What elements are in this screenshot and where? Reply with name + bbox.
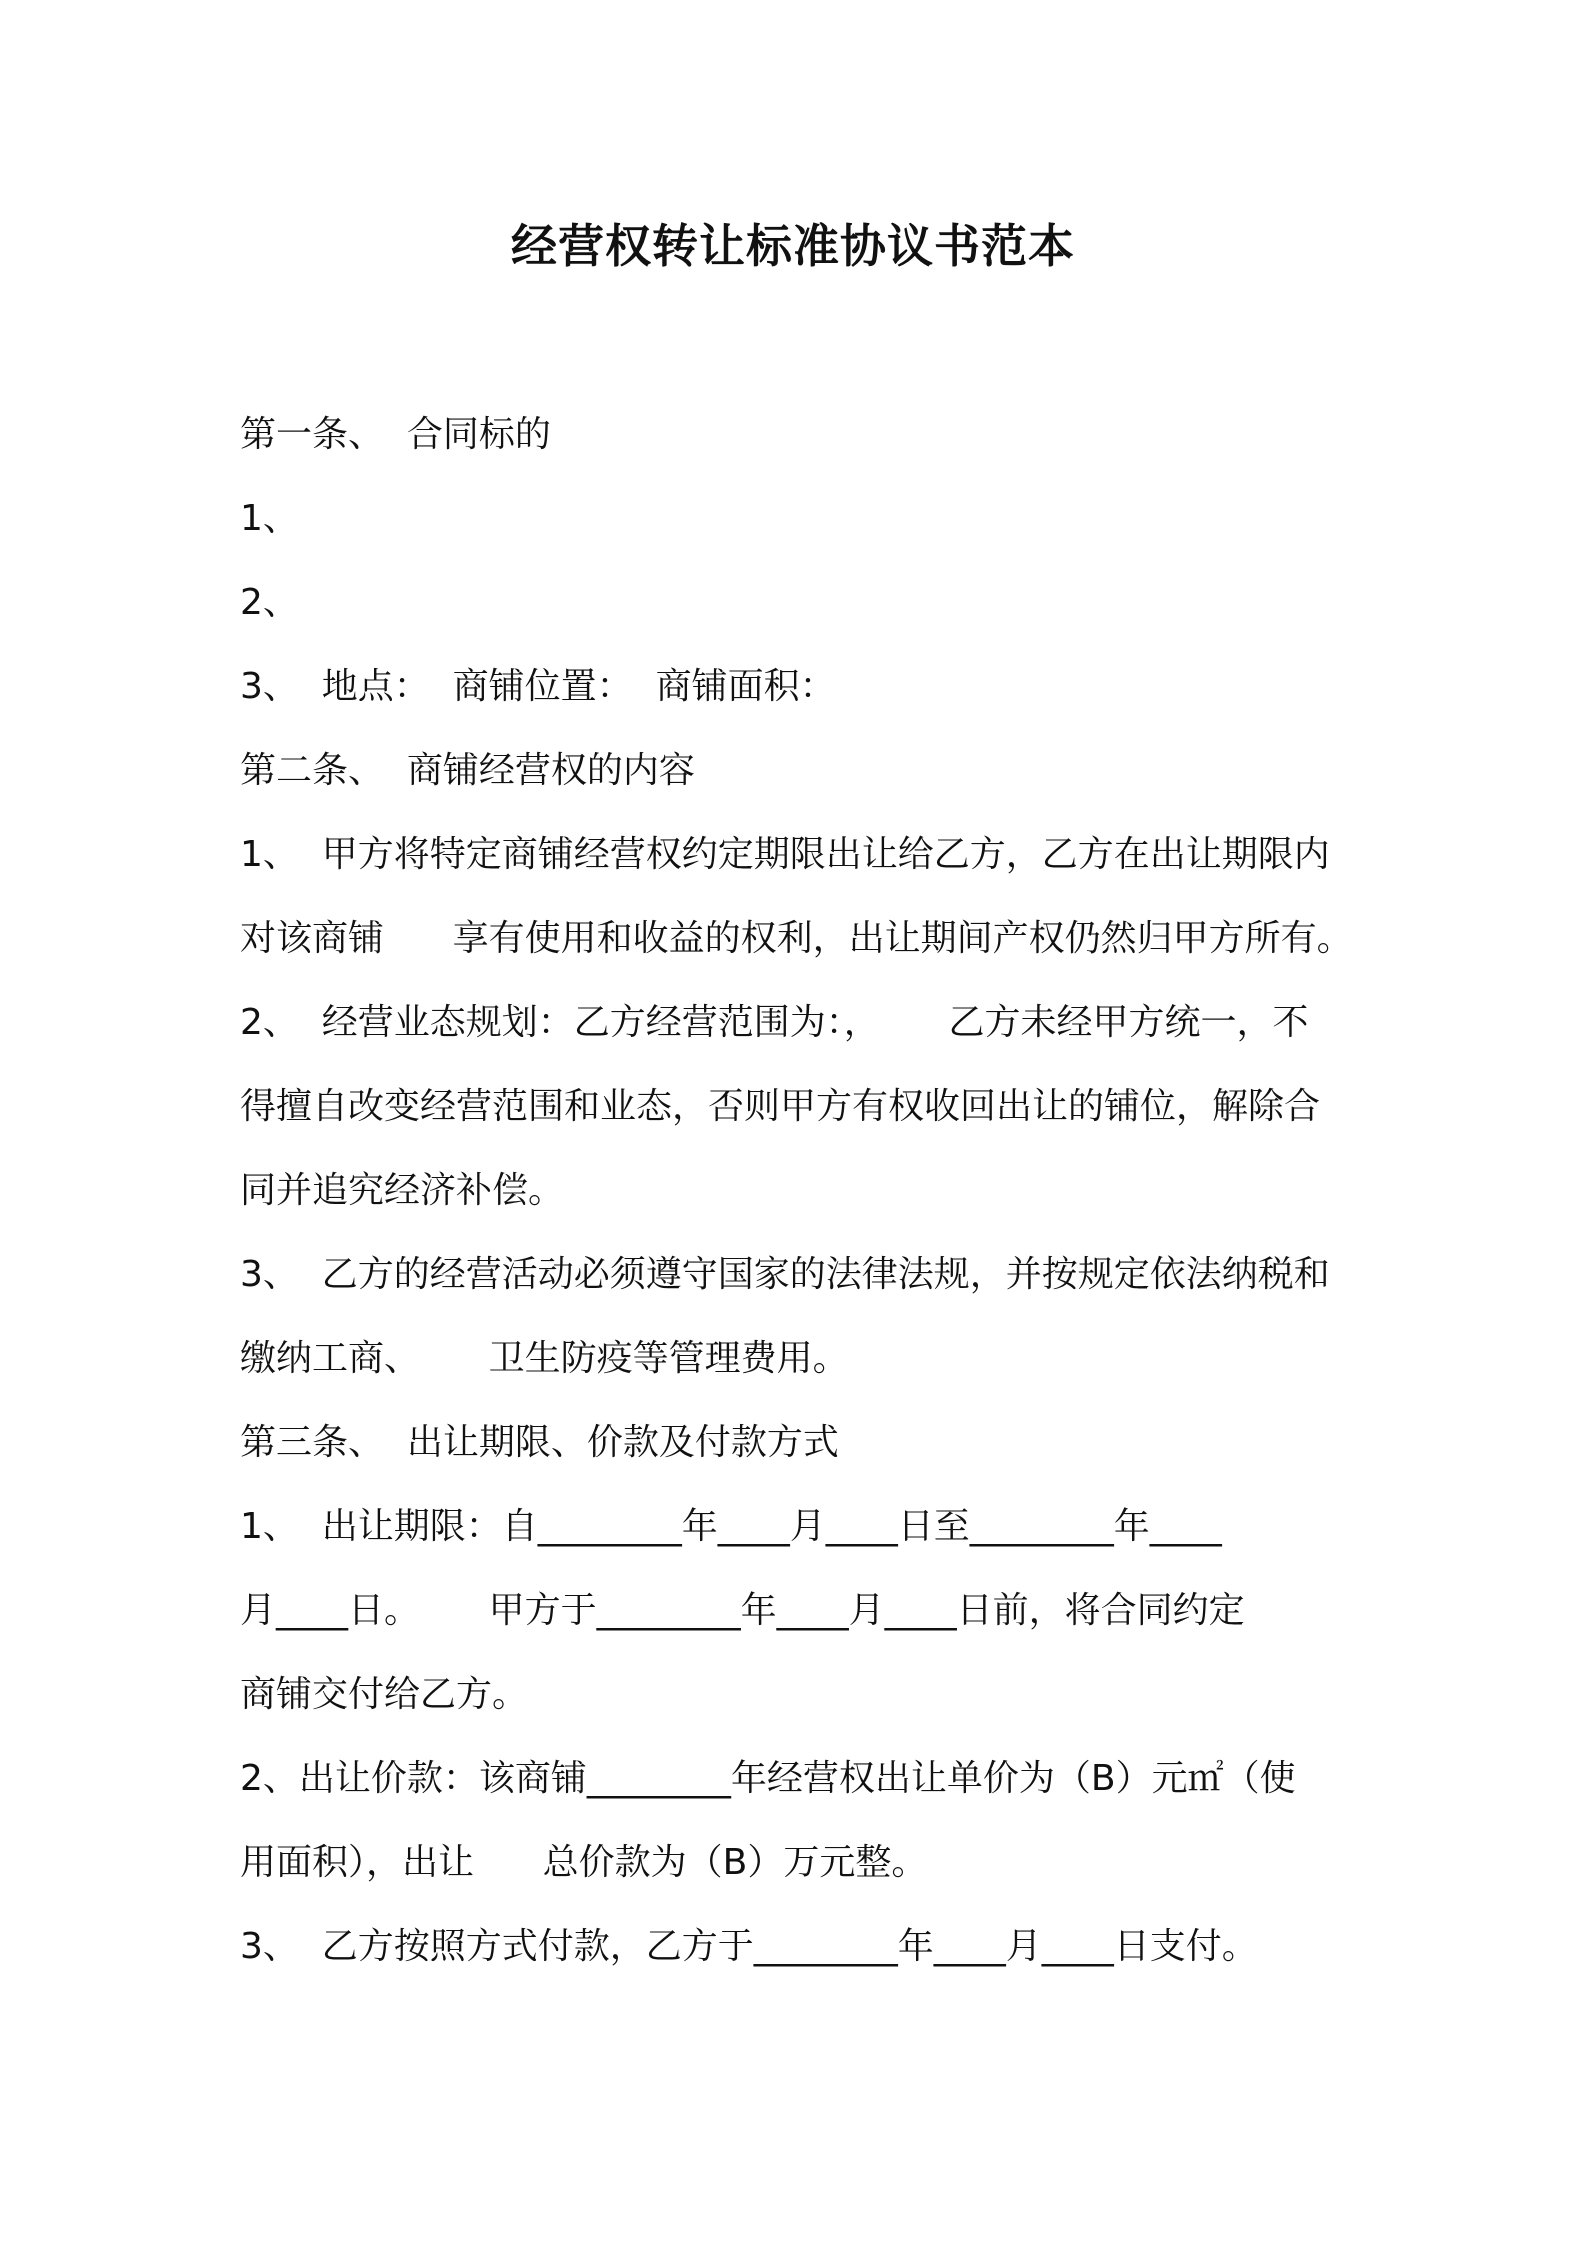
document-title: 经营权转让标准协议书范本 [511, 219, 1075, 273]
article-1-item-1: 1、 [240, 498, 299, 539]
article-2-item-1-line-1: 1、 甲方将特定商铺经营权约定期限出让给乙方，乙方在出让期限内 [240, 834, 1330, 875]
article-2-item-3-line-1: 3、 乙方的经营活动必须遵守国家的法律法规，并按规定依法纳税和 [240, 1254, 1330, 1295]
article-1-heading: 第一条、 合同标的 [240, 414, 551, 455]
article-3-item-1-line-1: 1、 出让期限：自________年____月____日至________年____ [240, 1506, 1222, 1547]
article-3-item-1-line-3: 商铺交付给乙方。 [240, 1674, 529, 1715]
article-1-item-3: 3、 地点： 商铺位置： 商铺面积： [240, 666, 836, 707]
article-2-item-2-line-2: 得擅自改变经营范围和业态，否则甲方有权收回出让的铺位，解除合 [240, 1086, 1321, 1127]
article-3-heading: 第三条、 出让期限、价款及付款方式 [240, 1422, 839, 1463]
article-3-item-2-line-2: 用面积），出让 总价款为（B）万元整。 [240, 1842, 928, 1883]
article-3-item-3: 3、 乙方按照方式付款，乙方于________年____月____日支付。 [240, 1926, 1258, 1967]
article-2-item-3-line-2: 缴纳工商、 卫生防疫等管理费用。 [240, 1338, 849, 1379]
article-3-item-1-line-2: 月____日。 甲方于________年____月____日前，将合同约定 [240, 1590, 1245, 1631]
article-2-heading: 第二条、 商铺经营权的内容 [240, 750, 695, 791]
article-2-item-1-line-2: 对该商铺 享有使用和收益的权利，出让期间产权仍然归甲方所有。 [240, 918, 1353, 959]
article-3-item-2-line-1: 2、出让价款：该商铺________年经营权出让单价为（B）元㎡（使 [240, 1758, 1296, 1799]
article-2-item-2-line-1: 2、 经营业态规划：乙方经营范围为：， 乙方未经甲方统一，不 [240, 1002, 1309, 1043]
article-2-item-2-line-3: 同并追究经济补偿。 [240, 1170, 565, 1211]
article-1-item-2: 2、 [240, 582, 299, 623]
